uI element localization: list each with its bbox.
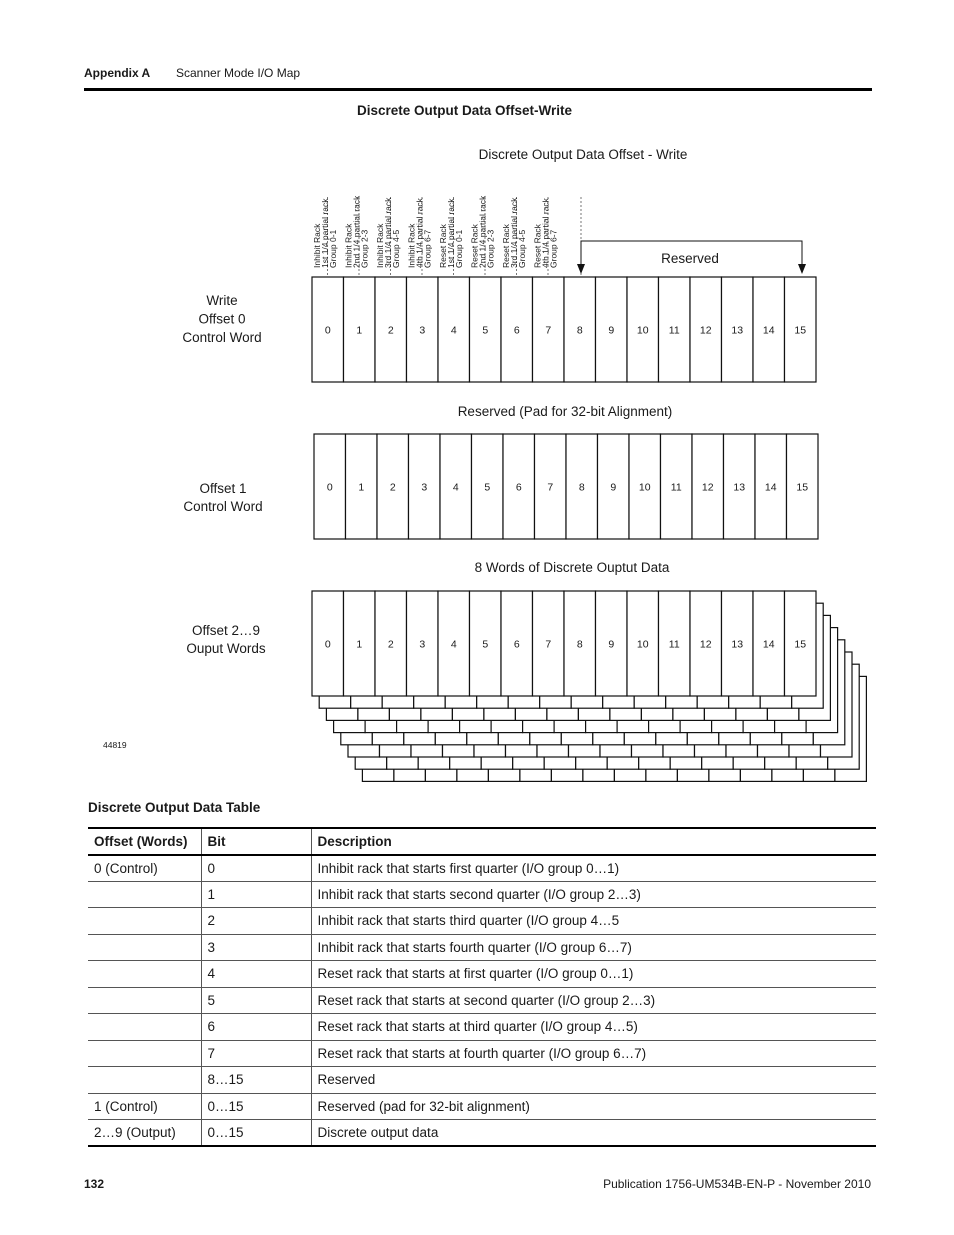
bit-description: Group 2-3 bbox=[485, 229, 496, 268]
bit-label: 13 bbox=[731, 638, 744, 651]
offset-cell bbox=[88, 881, 201, 908]
offset-cell bbox=[88, 1040, 201, 1067]
description-cell: Inhibit rack that starts third quarter (I/O group 4…5 bbox=[311, 908, 876, 935]
bit-label: 0 bbox=[326, 481, 333, 494]
bit-label: 13 bbox=[733, 481, 746, 494]
description-cell: Reset rack that starts at fourth quarter (I/O group 6…7) bbox=[311, 1040, 876, 1067]
table-row bbox=[88, 1093, 876, 1120]
bit-label: 14 bbox=[762, 324, 775, 337]
offset-cell bbox=[88, 1067, 201, 1094]
offset-cell: 1 (Control) bbox=[88, 1093, 201, 1120]
bit-cell: 3 bbox=[201, 934, 311, 961]
description-cell: Reserved bbox=[311, 1067, 876, 1094]
discrete-output-table bbox=[88, 827, 876, 1147]
word0-label: Control Word bbox=[182, 330, 262, 345]
bit-label: 1 bbox=[356, 638, 363, 651]
diagram-title: Discrete Output Data Offset - Write bbox=[478, 147, 688, 162]
bit-label: 9 bbox=[610, 481, 617, 494]
offset-cell bbox=[88, 908, 201, 935]
bit-label: 9 bbox=[608, 638, 615, 651]
description-cell: Reset rack that starts at first quarter (I/O group 0…1) bbox=[311, 961, 876, 988]
bit-description: Group 6-7 bbox=[548, 229, 559, 268]
bit-label: 12 bbox=[699, 638, 712, 651]
bit-cell: 2 bbox=[201, 908, 311, 935]
header-bit: Bit bbox=[201, 828, 311, 855]
word1-label: Control Word bbox=[183, 499, 263, 514]
offset-cell bbox=[88, 987, 201, 1014]
bit-label: 10 bbox=[636, 638, 649, 651]
bit-label: 0 bbox=[324, 324, 331, 337]
bit-label: 12 bbox=[699, 324, 712, 337]
offset-cell bbox=[88, 961, 201, 988]
offset-cell bbox=[88, 1014, 201, 1041]
bit-label: 1 bbox=[356, 324, 363, 337]
bit-description: 4th 1/4 partial rack bbox=[540, 198, 551, 268]
bit-label: 2 bbox=[389, 481, 396, 494]
bit-description: 4th 1/4 partial rack bbox=[414, 198, 425, 268]
bit-label: 7 bbox=[545, 638, 552, 651]
bit-label: 2 bbox=[387, 324, 394, 337]
bit-cell: 6 bbox=[201, 1014, 311, 1041]
word1-label: Offset 1 bbox=[199, 481, 247, 496]
bit-label: 12 bbox=[701, 481, 714, 494]
bit-description: Inhibit Rack bbox=[312, 223, 322, 268]
bit-label: 6 bbox=[515, 481, 522, 494]
arrow-head-right bbox=[798, 264, 806, 274]
bit-description: 2nd 1/4 partial rack bbox=[351, 195, 362, 268]
bit-label: 5 bbox=[484, 481, 491, 494]
bit-label: 4 bbox=[450, 324, 457, 337]
bit-label: 0 bbox=[324, 638, 331, 651]
bit-description: Group 4-5 bbox=[517, 229, 527, 268]
bit-cell: 7 bbox=[201, 1040, 311, 1067]
table-row bbox=[88, 1120, 876, 1147]
bit-label: 8 bbox=[576, 324, 583, 337]
bit-label: 5 bbox=[482, 324, 489, 337]
offset-cell: 2…9 (Output) bbox=[88, 1120, 201, 1147]
bit-description: Group 0-1 bbox=[328, 229, 338, 268]
table-row bbox=[88, 881, 876, 908]
figure-title: Discrete Output Data Offset-Write bbox=[357, 103, 573, 118]
table-row bbox=[88, 934, 876, 961]
bit-cell: 1 bbox=[201, 881, 311, 908]
bit-label: 7 bbox=[547, 481, 554, 494]
bit-cell: 5 bbox=[201, 987, 311, 1014]
bit-label: 11 bbox=[668, 638, 680, 651]
bit-label: 6 bbox=[513, 638, 520, 651]
bit-description: 2nd 1/4 partial rack bbox=[477, 195, 488, 268]
description-cell: Reset rack that starts at second quarter (I/O group 2…3) bbox=[311, 987, 876, 1014]
bit-description: Inhibit Rack bbox=[375, 223, 385, 268]
bit-description: Reset Rack bbox=[501, 224, 511, 268]
bit-description: 3rd 1/4 partial rack bbox=[383, 197, 393, 268]
word2-label: Ouput Words bbox=[186, 641, 266, 656]
description-cell: Reset rack that starts at third quarter (I/O group 4…5) bbox=[311, 1014, 876, 1041]
description-cell: Reserved (pad for 32-bit alignment) bbox=[311, 1093, 876, 1120]
publication-id: Publication 1756-UM534B-EN-P - November 2010 bbox=[603, 1177, 871, 1191]
bit-label: 3 bbox=[419, 638, 426, 651]
bit-description: Reset Rack bbox=[469, 224, 480, 268]
bit-label: 2 bbox=[387, 638, 394, 651]
bit-cell: 8…15 bbox=[201, 1067, 311, 1094]
word1-caption: Reserved (Pad for 32-bit Alignment) bbox=[457, 404, 673, 419]
bit-label: 3 bbox=[419, 324, 426, 337]
bit-cell: 0…15 bbox=[201, 1093, 311, 1120]
bit-label: 15 bbox=[794, 638, 807, 651]
section-title: Scanner Mode I/O Map bbox=[176, 66, 301, 80]
header-description: Description bbox=[311, 828, 876, 855]
appendix-label: Appendix A bbox=[84, 66, 151, 80]
bit-description: 3rd 1/4 partial rack bbox=[509, 197, 519, 268]
bit-label: 8 bbox=[578, 481, 585, 494]
bit-label: 6 bbox=[513, 324, 520, 337]
bit-cell: 0 bbox=[201, 855, 311, 882]
bit-description: Group 4-5 bbox=[391, 229, 401, 268]
bit-description: Inhibit Rack bbox=[406, 223, 417, 268]
table-row bbox=[88, 961, 876, 988]
header-offset: Offset (Words) bbox=[88, 828, 201, 855]
bit-label: 8 bbox=[576, 638, 583, 651]
word0-label: Write bbox=[206, 293, 238, 308]
description-cell: Inhibit rack that starts fourth quarter (I/O group 6…7) bbox=[311, 934, 876, 961]
bit-label: 14 bbox=[764, 481, 777, 494]
description-cell: Inhibit rack that starts first quarter (I/O group 0…1) bbox=[311, 855, 876, 882]
word2-caption: 8 Words of Discrete Ouptut Data bbox=[474, 560, 670, 575]
table-row bbox=[88, 1014, 876, 1041]
bit-description: 1st 1/4 partial rack bbox=[446, 198, 456, 268]
bit-label: 3 bbox=[421, 481, 428, 494]
offset-cell bbox=[88, 934, 201, 961]
bit-label: 10 bbox=[636, 324, 649, 337]
bit-label: 9 bbox=[608, 324, 615, 337]
bit-label: 13 bbox=[731, 324, 744, 337]
table-row bbox=[88, 855, 876, 882]
word0-label: Offset 0 bbox=[198, 311, 246, 327]
bit-label: 4 bbox=[450, 638, 457, 651]
bit-description: Group 0-1 bbox=[454, 229, 464, 268]
table-header-row bbox=[88, 828, 876, 855]
bit-cell: 4 bbox=[201, 961, 311, 988]
bit-label: 10 bbox=[638, 481, 651, 494]
bit-label: 15 bbox=[794, 324, 807, 337]
bit-label: 11 bbox=[670, 481, 682, 494]
description-cell: Discrete output data bbox=[311, 1120, 876, 1147]
bit-cell: 0…15 bbox=[201, 1120, 311, 1147]
page-number: 132 bbox=[84, 1177, 105, 1191]
bit-description: Reset Rack bbox=[532, 224, 543, 268]
table-row bbox=[88, 908, 876, 935]
bit-label: 1 bbox=[358, 481, 365, 494]
table-row bbox=[88, 1067, 876, 1094]
bit-description: Inhibit Rack bbox=[343, 223, 354, 268]
figure-id: 44819 bbox=[103, 740, 127, 750]
offset-cell: 0 (Control) bbox=[88, 855, 201, 882]
table-row bbox=[88, 1040, 876, 1067]
bit-label: 11 bbox=[668, 324, 680, 337]
bit-description: Group 2-3 bbox=[359, 229, 370, 268]
table-title: Discrete Output Data Table bbox=[88, 800, 261, 815]
bit-label: 14 bbox=[762, 638, 775, 651]
bit-description: Reset Rack bbox=[438, 224, 448, 268]
bit-description: Group 6-7 bbox=[422, 229, 433, 268]
bit-label: 4 bbox=[452, 481, 459, 494]
bit-label: 15 bbox=[796, 481, 809, 494]
reserved-label: Reserved bbox=[661, 251, 719, 266]
bit-label: 7 bbox=[545, 324, 552, 337]
arrow-head-left bbox=[577, 264, 585, 274]
word2-label: Offset 2…9 bbox=[191, 623, 261, 638]
bit-description: 1st 1/4 partial rack bbox=[320, 198, 330, 268]
bit-label: 5 bbox=[482, 638, 489, 651]
description-cell: Inhibit rack that starts second quarter (I/O group 2…3) bbox=[311, 881, 876, 908]
table-row bbox=[88, 987, 876, 1014]
